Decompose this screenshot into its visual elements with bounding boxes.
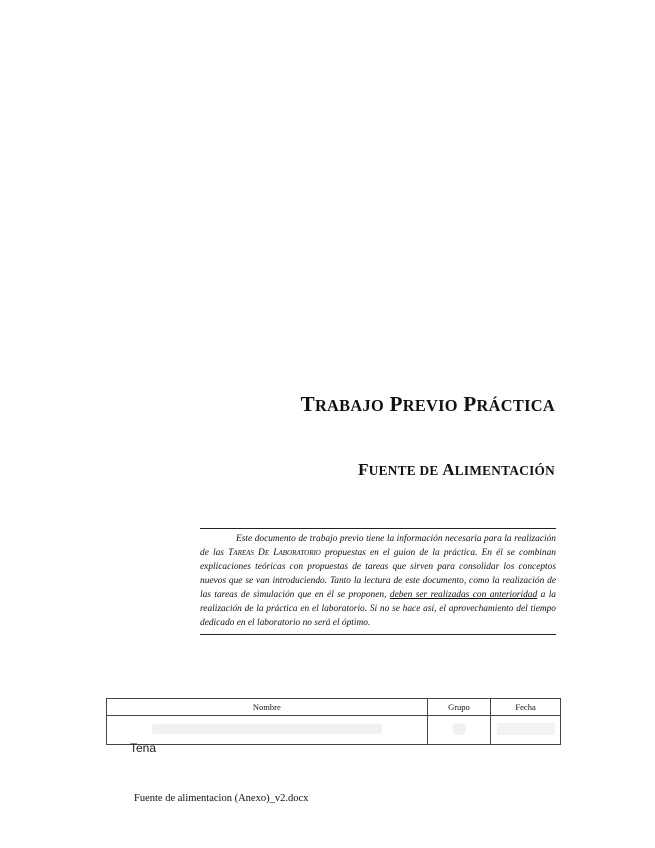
table-header-row — [107, 699, 561, 716]
header-name: Nombre — [107, 699, 428, 716]
redacted-name — [152, 724, 382, 734]
group-cell[interactable] — [427, 716, 490, 745]
overflow-text: Tena — [130, 741, 157, 755]
header-date: Fecha — [491, 699, 561, 716]
table-row — [107, 716, 561, 745]
document-subtitle: FUENTE DE ALIMENTACIÓN — [358, 460, 555, 479]
redacted-group — [452, 723, 466, 735]
document-title: TRABAJO PREVIO PRÁCTICA — [300, 392, 555, 416]
footer-filename: Fuente de alimentacion (Anexo)_v2.docx — [134, 793, 309, 804]
abstract-emphasis: deben ser realizadas con anterioridad — [389, 590, 538, 600]
student-info-table — [106, 698, 561, 745]
redacted-date — [497, 723, 555, 735]
date-cell[interactable] — [491, 716, 561, 745]
abstract-text: Este documento de trabajo previo tiene la información necesaria para la realización de las Tareas De Laboratorio propuestas en el guion de la práctica. En él se combinan explicaciones teóricas con propuestas de tareas que sirven para consolidar los conceptos nuevos que se van introduciendo. Tanto la lectura de este documento, como la realización de las tareas de simulación que en él se proponen, deben ser realizadas con anterioridad a la realización de la práctica en el laboratorio. Si no se hace así, el aprovechamiento del tiempo dedicado en el laboratorio no será el óptimo. — [200, 534, 556, 628]
abstract-box — [200, 528, 556, 635]
tareas-label: Tareas De Laboratorio — [228, 548, 321, 558]
header-group: Grupo — [427, 699, 490, 716]
